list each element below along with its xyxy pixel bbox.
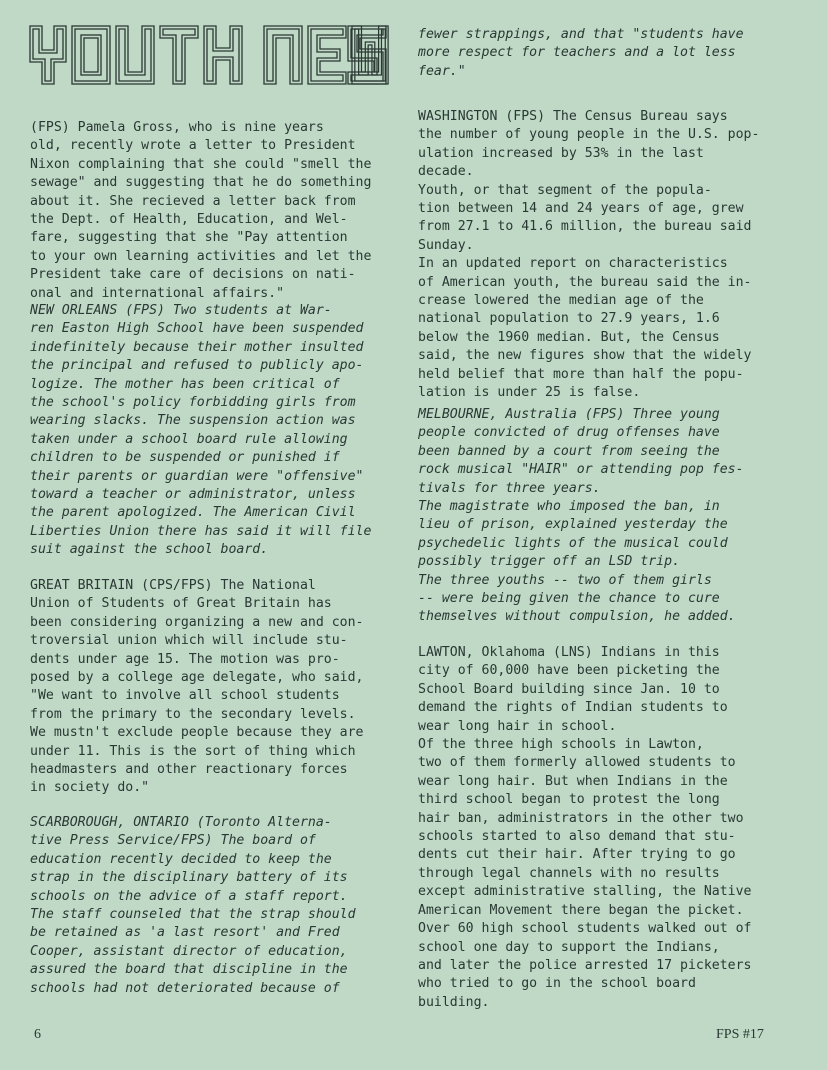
page-number: 6 bbox=[34, 1027, 41, 1042]
story-text: NEW ORLEANS (FPS) Two students at War- ren Easton High School have been suspended indefinitely because their mother insulted the principal and refused to publicly apo- logize. The mother has been critical of the school's policy forbidding girls from wearing slacks. The suspension action was taken under a school board rule allowing children to be suspended or punished if their parents or guardian were "offensive" toward a teacher or administrator, unless the parent apologized. The American Civil Liberties Union there has said it will file suit against the school board. bbox=[30, 303, 372, 558]
story-text: (FPS) Pamela Gross, who is nine years old, recently wrote a letter to President Nixon complaining that she could "smell the sewage" and suggesting that he do something about it. She recieved a letter back from the Dept. of Health, Education, and Wel- fare, suggesting that she "Pay attention to your own learning activities and let the President take care of decisions on nati- onal and international affairs." bbox=[30, 120, 372, 301]
story-text: LAWTON, Oklahoma (LNS) Indians in this city of 60,000 have been picketing the School Board building since Jan. 10 to demand the rights of Indian students to wear long hair in school. Of the three high schools in Lawton, two of them formerly allowed students to wear long hair. But when Indians in the third school began to protest the long hair ban, administrators in the other two schools started to also demand that stu- dents cut their hair. After trying to go through legal channels with no results except administrative stalling, the Native American Movement there began the picket. Over 60 high school students walked out of school one day to support the Indians, and later the police arrested 17 picketers who tried to go in the school board building. bbox=[418, 645, 752, 1010]
story-text: fewer strappings, and that "students have more respect for teachers and a lot less fear." bbox=[418, 27, 744, 79]
story-new-orleans bbox=[30, 302, 371, 560]
masthead-letter-s bbox=[340, 20, 390, 90]
story-scarborough bbox=[30, 814, 356, 998]
masthead-title bbox=[28, 20, 390, 90]
story-lawton bbox=[418, 644, 751, 1012]
story-text: GREAT BRITAIN (CPS/FPS) The National Union of Students of Great Britain has been considering organizing a new and con- troversial union which will include stu- dents under age 15. The motion was pro- posed by a college age delegate, who said, "We want to involve all school students from the primary to the secondary levels. We mustn't exclude people because they are under 11. This is the sort of thing which headmasters and other reactionary forces in society do." bbox=[30, 578, 364, 796]
story-washington bbox=[418, 108, 759, 403]
story-text: WASHINGTON (FPS) The Census Bureau says the number of young people in the U.S. pop- ulation increased by 53% in the last decade. Youth, or that segment of the popula- tion between 14 and 24 years of age, grew from 27.1 to 41.6 million, the bureau said Sunday. In an updated report on characteristics of American youth, the bureau said the in- crease lowered the median age of the national population to 27.9 years, 1.6 below the 1960 median. But, the Census said, the new figures show that the widely held belief that more than half the popu- lation is under 25 is false. bbox=[418, 109, 760, 401]
story-pamela-gross bbox=[30, 119, 371, 303]
story-melbourne bbox=[418, 406, 744, 627]
issue-label: FPS #17 bbox=[716, 1027, 764, 1042]
masthead-lettering bbox=[28, 20, 390, 90]
story-text: SCARBOROUGH, ONTARIO (Toronto Alterna- tive Press Service/FPS) The board of education recently decided to keep the strap in the disciplinary battery of its schools on the advice of a staff report. The staff counseled that the strap should be retained as 'a last resort' and Fred Cooper, assistant director of education, assured the board that discipline in the schools had not deteriorated because of bbox=[30, 815, 356, 996]
story-text: MELBOURNE, Australia (FPS) Three young people convicted of drug offenses have been banned by a court from seeing the rock musical "HAIR" or attending pop fes- tivals for three years. The magistrate who imposed the ban, in lieu of prison, explained yesterday the psychedelic lights of the musical could possibly trigger off an LSD trip. The three youths -- two of them girls -- were being given the chance to cure themselves without compulsion, he added. bbox=[418, 407, 744, 625]
story-scarborough-continued bbox=[418, 26, 744, 81]
story-great-britain bbox=[30, 577, 363, 798]
